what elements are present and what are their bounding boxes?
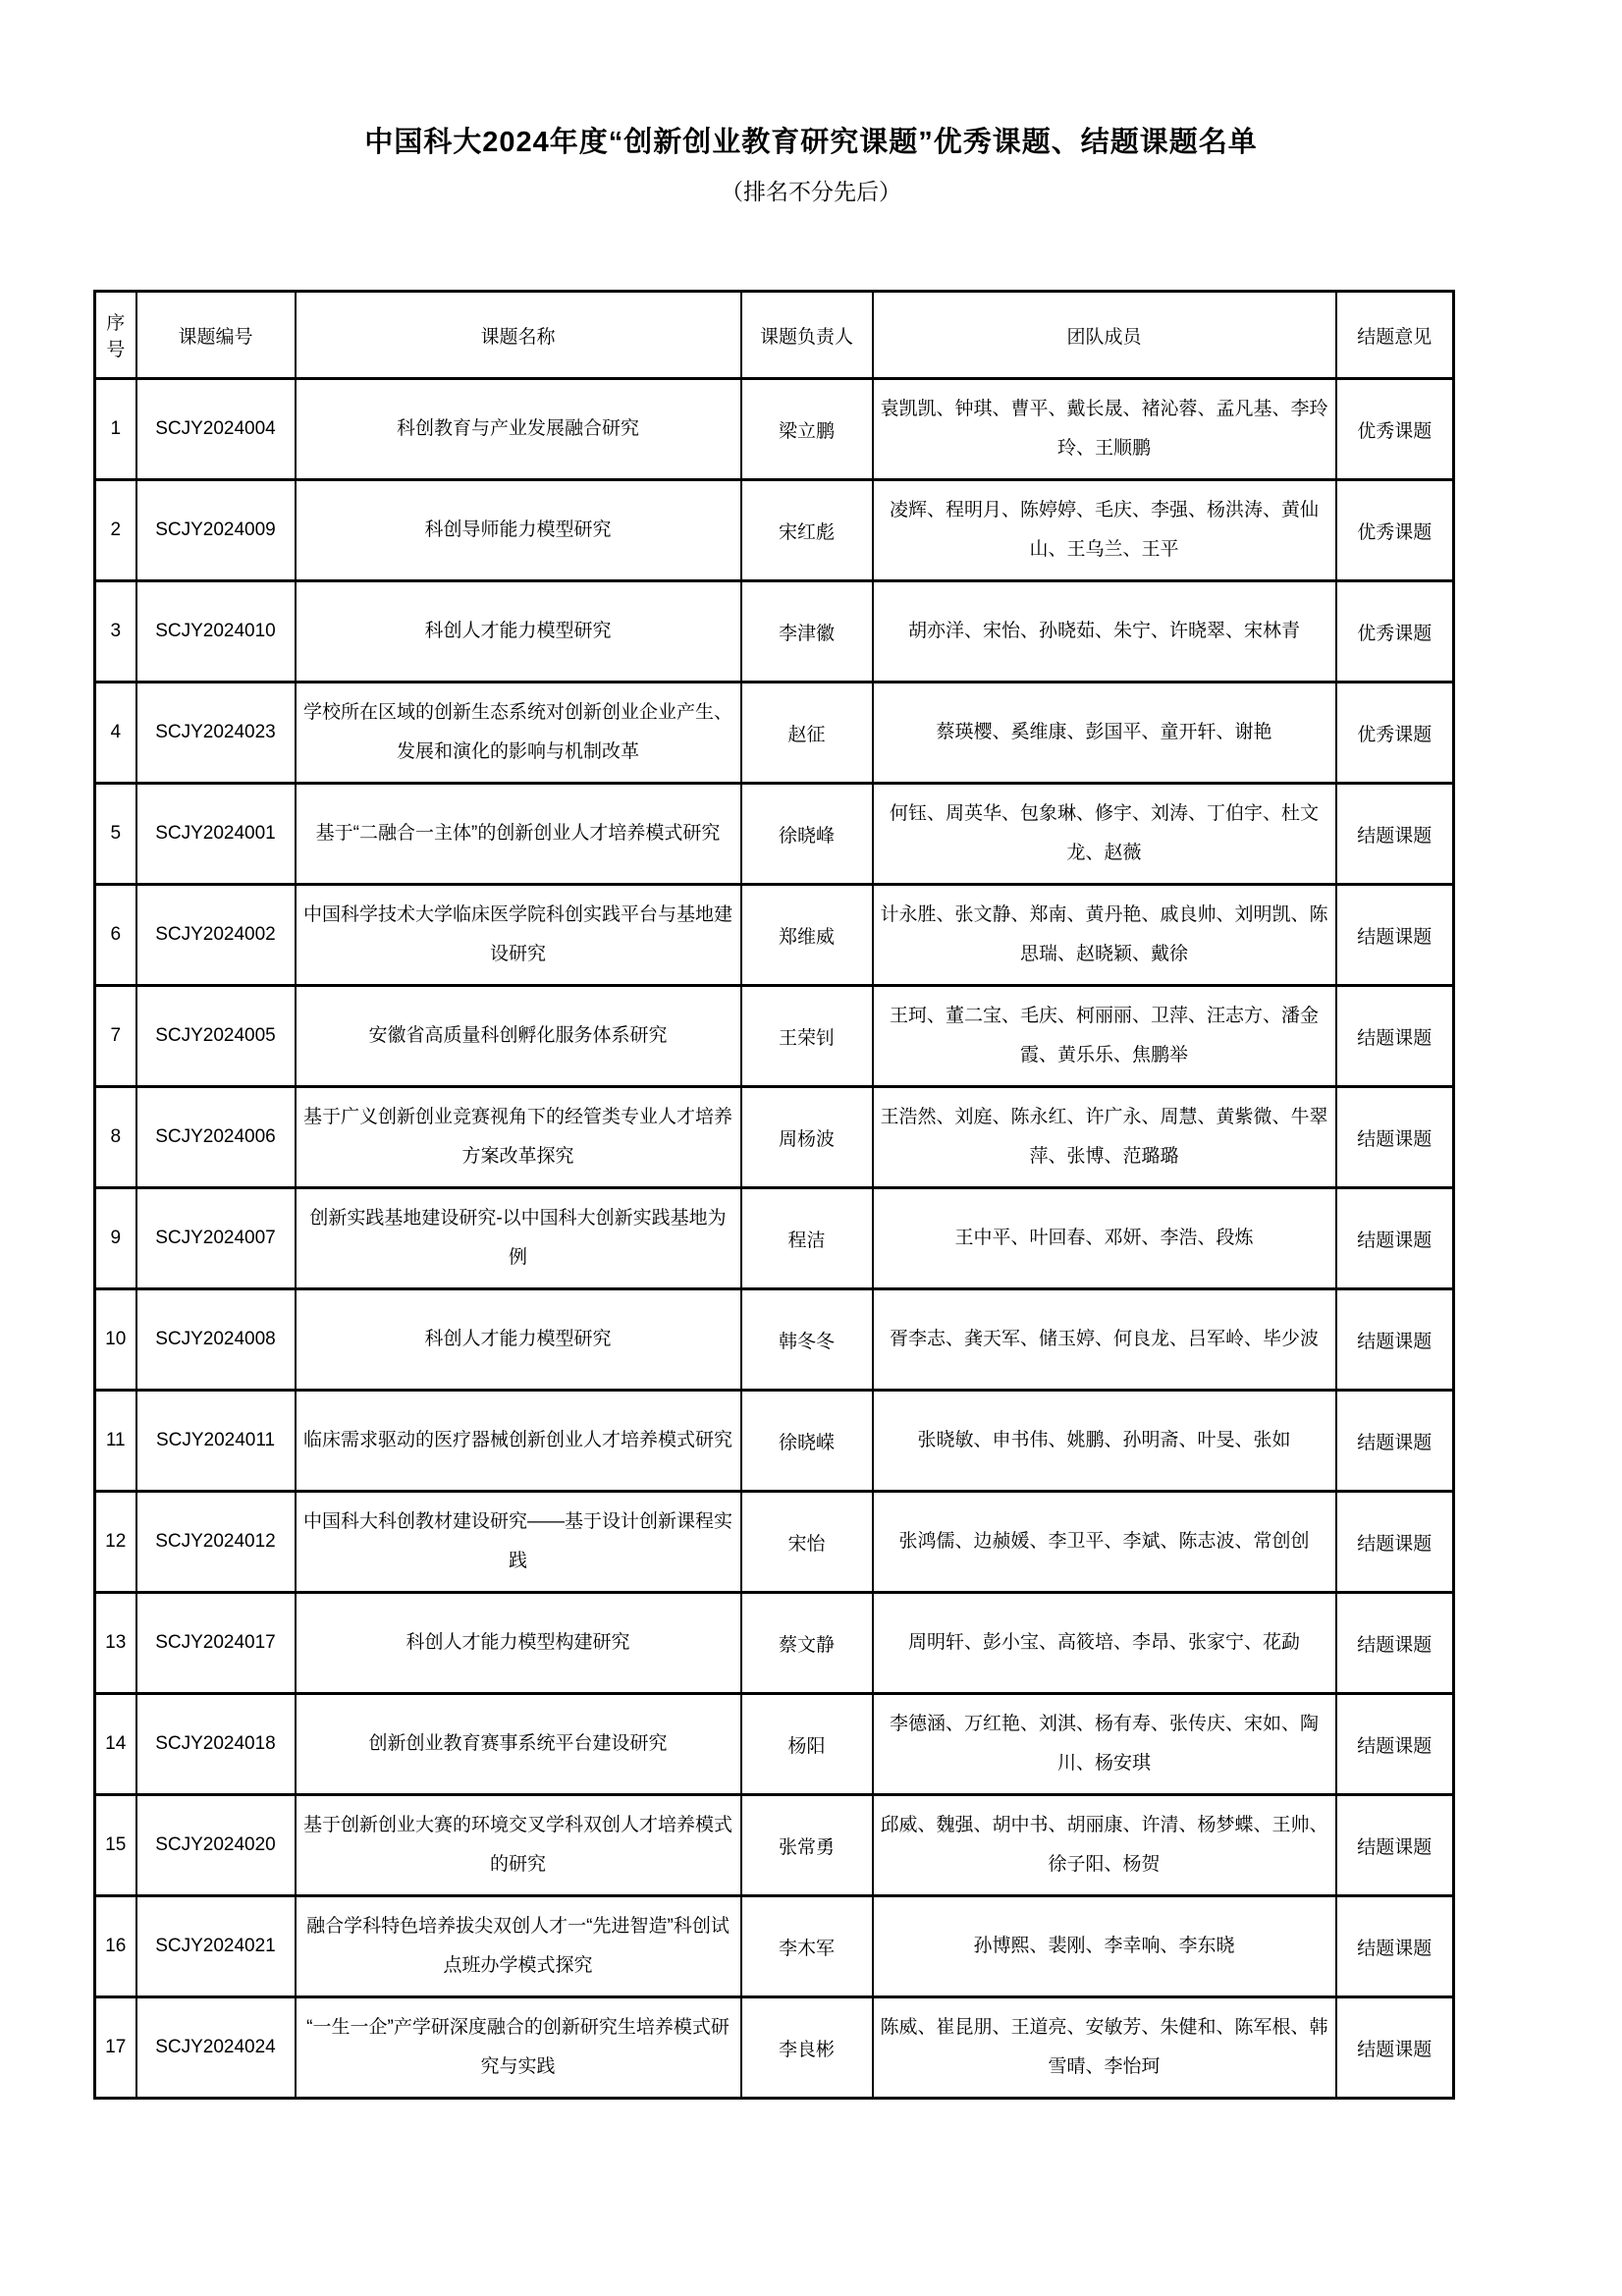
cell-members: 王珂、董二宝、毛庆、柯丽丽、卫萍、汪志方、潘金霞、黄乐乐、焦鹏举 xyxy=(873,986,1336,1087)
cell-opinion: 结题课题 xyxy=(1336,1997,1454,2099)
col-header-id: 课题编号 xyxy=(136,292,296,379)
cell-index: 15 xyxy=(95,1795,136,1896)
table-row xyxy=(95,1391,1454,1492)
cell-project-id: SCJY2024017 xyxy=(136,1593,296,1694)
cell-leader: 徐晓嵘 xyxy=(741,1391,873,1492)
cell-index: 13 xyxy=(95,1593,136,1694)
cell-project-title: 科创人才能力模型研究 xyxy=(296,1289,741,1391)
cell-project-title: 安徽省高质量科创孵化服务体系研究 xyxy=(296,986,741,1087)
cell-project-title: 学校所在区域的创新生态系统对创新创业企业产生、发展和演化的影响与机制改革 xyxy=(296,683,741,784)
cell-members: 周明轩、彭小宝、高筱培、李昂、张家宁、花勐 xyxy=(873,1593,1336,1694)
cell-leader: 梁立鹏 xyxy=(741,379,873,480)
cell-leader: 周杨波 xyxy=(741,1087,873,1188)
cell-leader: 郑维威 xyxy=(741,885,873,986)
cell-project-id: SCJY2024005 xyxy=(136,986,296,1087)
cell-members: 王浩然、刘庭、陈永红、许广永、周慧、黄紫微、牛翠萍、张博、范璐璐 xyxy=(873,1087,1336,1188)
col-header-index: 序号 xyxy=(95,292,136,379)
cell-project-id: SCJY2024006 xyxy=(136,1087,296,1188)
table-row xyxy=(95,1795,1454,1896)
cell-leader: 李木军 xyxy=(741,1896,873,1997)
cell-opinion: 结题课题 xyxy=(1336,986,1454,1087)
cell-project-id: SCJY2024018 xyxy=(136,1694,296,1795)
cell-leader: 韩冬冬 xyxy=(741,1289,873,1391)
cell-index: 7 xyxy=(95,986,136,1087)
cell-index: 16 xyxy=(95,1896,136,1997)
cell-project-title: 科创教育与产业发展融合研究 xyxy=(296,379,741,480)
cell-opinion: 结题课题 xyxy=(1336,1391,1454,1492)
cell-leader: 徐晓峰 xyxy=(741,784,873,885)
cell-opinion: 优秀课题 xyxy=(1336,683,1454,784)
cell-project-title: 临床需求驱动的医疗器械创新创业人才培养模式研究 xyxy=(296,1391,741,1492)
table-row xyxy=(95,1289,1454,1391)
cell-index: 6 xyxy=(95,885,136,986)
table-row xyxy=(95,683,1454,784)
table-row xyxy=(95,784,1454,885)
cell-opinion: 结题课题 xyxy=(1336,1087,1454,1188)
cell-members: 王中平、叶回春、邓妍、李浩、段炼 xyxy=(873,1188,1336,1289)
cell-project-id: SCJY2024009 xyxy=(136,480,296,581)
cell-index: 17 xyxy=(95,1997,136,2099)
cell-project-id: SCJY2024010 xyxy=(136,581,296,683)
cell-project-id: SCJY2024012 xyxy=(136,1492,296,1593)
cell-leader: 杨阳 xyxy=(741,1694,873,1795)
cell-members: 邱威、魏强、胡中书、胡丽康、许清、杨梦蝶、王帅、徐子阳、杨贺 xyxy=(873,1795,1336,1896)
table-row xyxy=(95,480,1454,581)
table-row xyxy=(95,1492,1454,1593)
table-row xyxy=(95,379,1454,480)
cell-project-title: 中国科大科创教材建设研究——基于设计创新课程实践 xyxy=(296,1492,741,1593)
cell-leader: 李良彬 xyxy=(741,1997,873,2099)
table-row xyxy=(95,1694,1454,1795)
cell-opinion: 优秀课题 xyxy=(1336,581,1454,683)
cell-project-title: 基于“二融合一主体”的创新创业人才培养模式研究 xyxy=(296,784,741,885)
col-header-opinion: 结题意见 xyxy=(1336,292,1454,379)
table-row xyxy=(95,986,1454,1087)
cell-opinion: 结题课题 xyxy=(1336,784,1454,885)
cell-opinion: 结题课题 xyxy=(1336,1896,1454,1997)
cell-index: 10 xyxy=(95,1289,136,1391)
table-row xyxy=(95,1997,1454,2099)
page-subtitle: （排名不分先后） xyxy=(721,180,901,204)
cell-project-title: 创新实践基地建设研究-以中国科大创新实践基地为例 xyxy=(296,1188,741,1289)
cell-members: 蔡瑛樱、奚维康、彭国平、童开轩、谢艳 xyxy=(873,683,1336,784)
cell-leader: 张常勇 xyxy=(741,1795,873,1896)
cell-index: 4 xyxy=(95,683,136,784)
cell-opinion: 优秀课题 xyxy=(1336,480,1454,581)
cell-project-id: SCJY2024001 xyxy=(136,784,296,885)
cell-project-id: SCJY2024021 xyxy=(136,1896,296,1997)
table-header-row xyxy=(95,292,1454,379)
col-header-leader: 课题负责人 xyxy=(741,292,873,379)
cell-project-title: 科创人才能力模型构建研究 xyxy=(296,1593,741,1694)
cell-leader: 赵征 xyxy=(741,683,873,784)
cell-opinion: 结题课题 xyxy=(1336,1795,1454,1896)
cell-index: 12 xyxy=(95,1492,136,1593)
cell-project-title: 创新创业教育赛事系统平台建设研究 xyxy=(296,1694,741,1795)
col-header-members: 团队成员 xyxy=(873,292,1336,379)
cell-project-title: 基于创新创业大赛的环境交叉学科双创人才培养模式的研究 xyxy=(296,1795,741,1896)
table-row xyxy=(95,1188,1454,1289)
cell-project-title: “一生一企”产学研深度融合的创新研究生培养模式研究与实践 xyxy=(296,1997,741,2099)
cell-leader: 宋怡 xyxy=(741,1492,873,1593)
cell-members: 胥李志、龚天军、储玉婷、何良龙、吕军岭、毕少波 xyxy=(873,1289,1336,1391)
table-row xyxy=(95,885,1454,986)
cell-opinion: 结题课题 xyxy=(1336,1289,1454,1391)
cell-members: 张鸿儒、边赪媛、李卫平、李斌、陈志波、常创创 xyxy=(873,1492,1336,1593)
cell-index: 9 xyxy=(95,1188,136,1289)
cell-members: 张晓敏、申书伟、姚鹏、孙明斋、叶旻、张如 xyxy=(873,1391,1336,1492)
cell-project-id: SCJY2024004 xyxy=(136,379,296,480)
projects-table xyxy=(93,290,1455,2100)
page-title: 中国科大2024年度“创新创业教育研究课题”优秀课题、结题课题名单 xyxy=(364,127,1258,158)
table-row xyxy=(95,1593,1454,1694)
cell-opinion: 结题课题 xyxy=(1336,1492,1454,1593)
cell-project-id: SCJY2024020 xyxy=(136,1795,296,1896)
cell-leader: 王荣钊 xyxy=(741,986,873,1087)
cell-opinion: 结题课题 xyxy=(1336,1694,1454,1795)
cell-members: 计永胜、张文静、郑南、黄丹艳、戚良帅、刘明凯、陈思瑞、赵晓颖、戴徐 xyxy=(873,885,1336,986)
cell-project-title: 中国科学技术大学临床医学院科创实践平台与基地建设研究 xyxy=(296,885,741,986)
cell-members: 袁凯凯、钟琪、曹平、戴长晟、褚沁蓉、孟凡基、李玲玲、王顺鹏 xyxy=(873,379,1336,480)
cell-leader: 宋红彪 xyxy=(741,480,873,581)
cell-opinion: 结题课题 xyxy=(1336,1593,1454,1694)
cell-members: 陈威、崔昆朋、王道亮、安敏芳、朱健和、陈军根、韩雪晴、李怡珂 xyxy=(873,1997,1336,2099)
cell-index: 8 xyxy=(95,1087,136,1188)
cell-project-id: SCJY2024008 xyxy=(136,1289,296,1391)
table-row xyxy=(95,1087,1454,1188)
cell-index: 11 xyxy=(95,1391,136,1492)
cell-project-id: SCJY2024023 xyxy=(136,683,296,784)
cell-project-id: SCJY2024007 xyxy=(136,1188,296,1289)
cell-index: 1 xyxy=(95,379,136,480)
cell-members: 李德涵、万红艳、刘淇、杨有寿、张传庆、宋如、陶川、杨安琪 xyxy=(873,1694,1336,1795)
cell-members: 何钰、周英华、包象琳、修宇、刘涛、丁伯宇、杜文龙、赵薇 xyxy=(873,784,1336,885)
table-row xyxy=(95,1896,1454,1997)
cell-project-title: 融合学科特色培养拔尖双创人才一“先进智造”科创试点班办学模式探究 xyxy=(296,1896,741,1997)
cell-opinion: 结题课题 xyxy=(1336,1188,1454,1289)
cell-opinion: 优秀课题 xyxy=(1336,379,1454,480)
cell-members: 凌辉、程明月、陈婷婷、毛庆、李强、杨洪涛、黄仙山、王乌兰、王平 xyxy=(873,480,1336,581)
cell-project-id: SCJY2024002 xyxy=(136,885,296,986)
cell-project-title: 科创人才能力模型研究 xyxy=(296,581,741,683)
table-row xyxy=(95,581,1454,683)
cell-project-title: 科创导师能力模型研究 xyxy=(296,480,741,581)
cell-index: 2 xyxy=(95,480,136,581)
cell-index: 3 xyxy=(95,581,136,683)
cell-leader: 程洁 xyxy=(741,1188,873,1289)
cell-leader: 蔡文静 xyxy=(741,1593,873,1694)
cell-index: 5 xyxy=(95,784,136,885)
cell-project-id: SCJY2024024 xyxy=(136,1997,296,2099)
cell-members: 孙博熙、裴刚、李幸响、李东晓 xyxy=(873,1896,1336,1997)
cell-members: 胡亦洋、宋怡、孙晓茹、朱宁、许晓翠、宋林青 xyxy=(873,581,1336,683)
cell-index: 14 xyxy=(95,1694,136,1795)
cell-project-title: 基于广义创新创业竞赛视角下的经管类专业人才培养方案改革探究 xyxy=(296,1087,741,1188)
cell-leader: 李津徽 xyxy=(741,581,873,683)
cell-project-id: SCJY2024011 xyxy=(136,1391,296,1492)
col-header-title: 课题名称 xyxy=(296,292,741,379)
cell-opinion: 结题课题 xyxy=(1336,885,1454,986)
